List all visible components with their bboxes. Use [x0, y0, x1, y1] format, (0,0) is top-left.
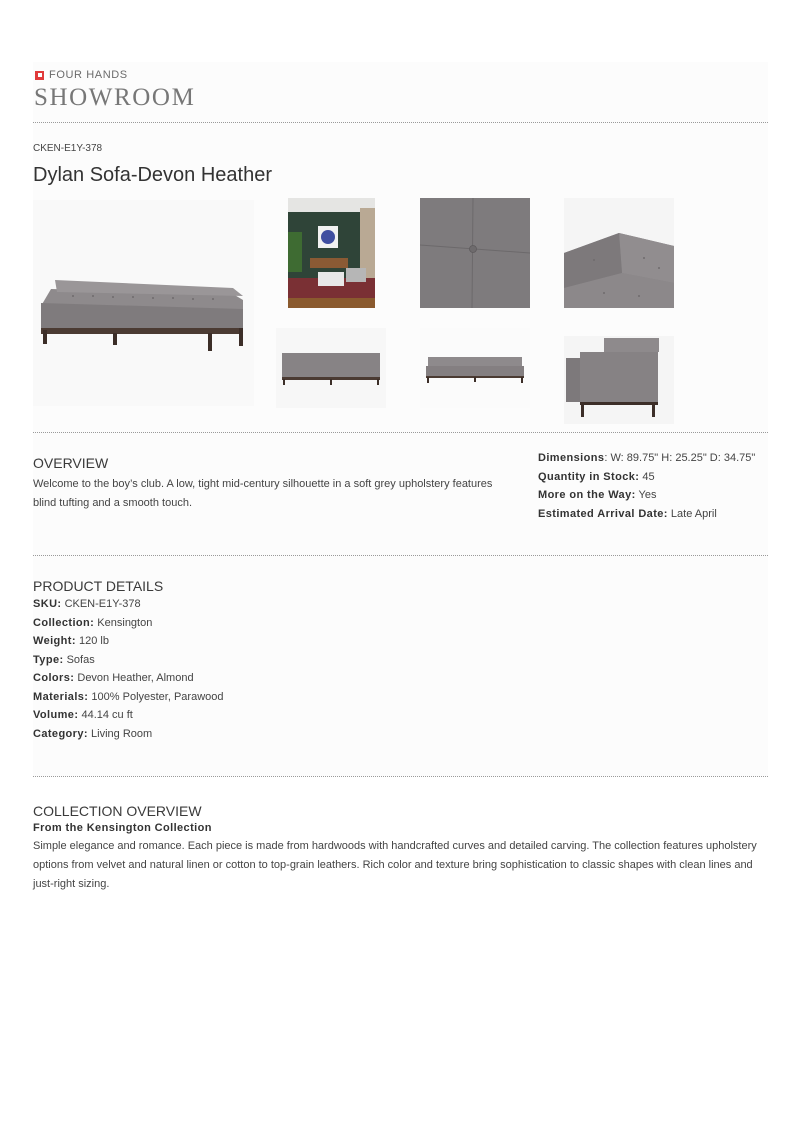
sofa-back-illustration [276, 328, 386, 408]
lifestyle-image[interactable] [288, 198, 375, 308]
collection-heading: COLLECTION OVERVIEW [33, 803, 202, 820]
detail-label: Volume: [33, 709, 79, 722]
collection-text: Simple elegance and romance. Each piece is made from hardwoods with handcrafted curves and detailed carving. The collection features upholstery options from velvet and natural linen or cotton to top-grain leathers. Rich color and texture bring sophistication to classic shapes with clean lines and just-right sizing. [33, 840, 757, 891]
details-heading: PRODUCT DETAILS [33, 578, 164, 595]
detail-value: 120 lb [79, 635, 109, 648]
detail-label: Materials: [33, 690, 89, 703]
collection-subheading: From the Kensington Collection [33, 822, 212, 835]
spec-label: Estimated Arrival Date: [538, 507, 668, 520]
showroom-title: SHOWROOM [34, 84, 196, 111]
detail-label: Collection: [33, 616, 95, 629]
detail-label: Category: [33, 727, 88, 740]
sofa-side-illustration [564, 336, 674, 424]
spec-value: W: 89.75" H: 25.25" D: 34.75" [610, 452, 756, 465]
tufting-illustration [420, 198, 530, 308]
detail-value: 44.14 cu ft [81, 709, 133, 722]
spec-list [538, 449, 768, 555]
detail-row-sku [33, 595, 768, 614]
sofa-corner-illustration [564, 198, 674, 308]
spec-value: Late April [670, 507, 717, 520]
detail-value: Sofas [66, 653, 95, 666]
spec-label: Dimensions [538, 452, 605, 465]
spec-stock [538, 468, 768, 487]
product-title: Dylan Sofa-Devon Heather [33, 164, 273, 186]
detail-value: Kensington [97, 616, 153, 629]
main-product-image[interactable] [33, 200, 254, 406]
brand-square-icon [35, 71, 44, 80]
image-gallery [33, 200, 768, 432]
spec-arrival-date [538, 505, 768, 524]
overview-text-block [33, 449, 513, 555]
fabric-closeup-image[interactable] [420, 198, 530, 308]
detail-label: Colors: [33, 672, 75, 685]
detail-value: Living Room [91, 727, 153, 740]
detail-row-weight [33, 632, 768, 651]
living-room-illustration [288, 198, 375, 308]
collection-overview-section [33, 777, 768, 894]
corner-detail-image[interactable] [564, 198, 674, 308]
product-sku: CKEN-E1Y-378 [33, 143, 103, 154]
detail-row-collection [33, 614, 768, 633]
brand-logo [35, 69, 128, 81]
spec-label: More on the Way: [538, 489, 636, 502]
detail-row-category [33, 725, 768, 744]
spec-value: Yes [638, 489, 657, 502]
detail-label: SKU: [33, 598, 62, 611]
side-view-image[interactable] [564, 336, 674, 424]
spec-label: Quantity in Stock: [538, 470, 640, 483]
spec-value: 45 [642, 470, 655, 483]
overview-section [33, 433, 768, 555]
header [33, 62, 768, 122]
sofa-angle-illustration [33, 200, 254, 406]
spec-sep: : [604, 452, 611, 465]
detail-label: Weight: [33, 635, 76, 648]
product-details-section [33, 556, 768, 776]
divider [33, 122, 768, 123]
detail-row-colors [33, 669, 768, 688]
detail-row-materials [33, 688, 768, 707]
brand-name: FOUR HANDS [49, 69, 128, 81]
detail-row-volume [33, 706, 768, 725]
detail-label: Type: [33, 653, 64, 666]
detail-row-type [33, 651, 768, 670]
detail-value: Devon Heather, Almond [77, 672, 194, 685]
spec-dimensions [538, 449, 768, 468]
spec-more-on-way [538, 486, 768, 505]
back-view-image[interactable] [276, 328, 386, 408]
sofa-front-illustration [420, 328, 530, 408]
detail-value: CKEN-E1Y-378 [64, 598, 141, 611]
overview-text: Welcome to the boy’s club. A low, tight mid-century silhouette in a soft grey upholstery features blind tufting and a smooth touch. [33, 478, 493, 510]
overview-heading: OVERVIEW [33, 455, 109, 472]
front-view-image[interactable] [420, 328, 530, 408]
detail-value: 100% Polyester, Parawood [91, 690, 224, 703]
product-sheet [33, 62, 768, 894]
